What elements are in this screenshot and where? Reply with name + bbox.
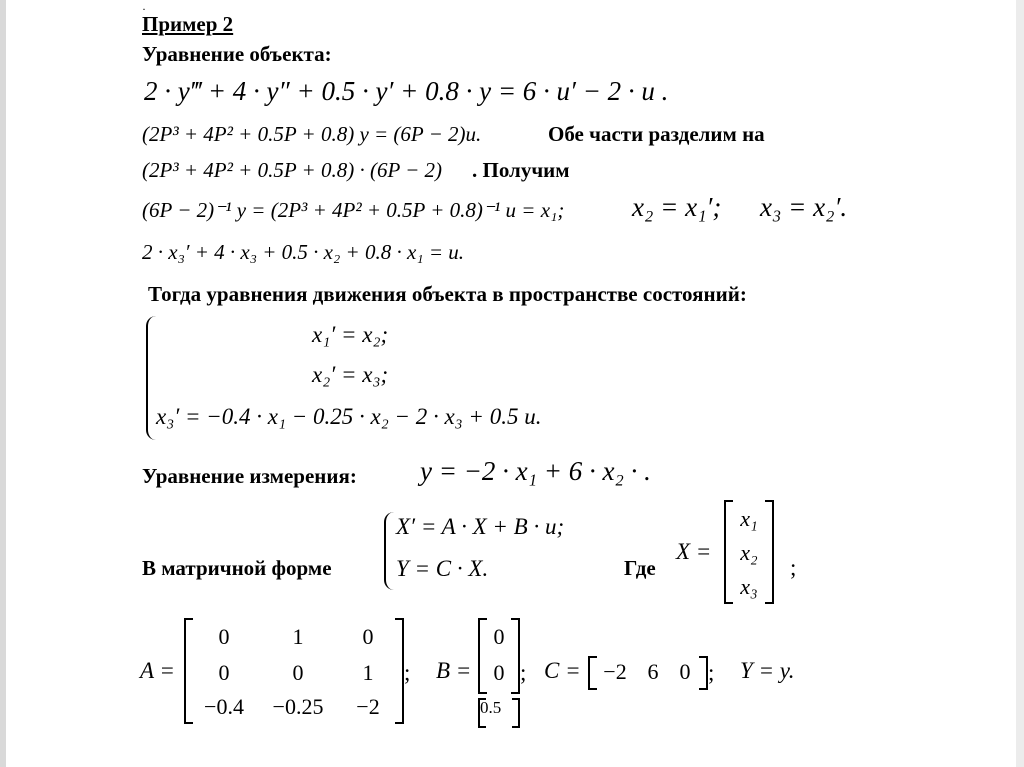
x-vector-label: X = [676,539,712,564]
b-vector [478,618,520,694]
measurement-equation: y = −2 · x₁ + 6 · x₂ · . [420,456,651,486]
a-matrix-label: A = [140,658,175,683]
b-vector-end: ; [520,660,527,685]
c-vector-end: ; [708,660,715,685]
state-x3-definition: x₃ = x₂′. [760,192,848,222]
object-equation-heading: Уравнение объекта: [142,42,332,66]
scalar-state-equation: 2 · x₃′ + 4 · x₃ + 0.5 · x₂ + 0.8 · x₁ = u. [142,240,465,264]
c-vector-entry: 6 [647,659,659,684]
x-vector-entry: x₁ [740,506,758,531]
a-matrix-cell: −2 [356,694,380,719]
c-vector-entry: 0 [679,659,691,684]
slide-frame-right [1016,0,1024,767]
c-vector-entry: −2 [603,659,627,684]
divide-text: Обе части разделим на [548,122,765,146]
state-eq-3: x₃′ = −0.4 · x₁ − 0.25 · x₂ − 2 · x₃ + 0.5 u. [156,404,542,429]
x-vector [724,500,774,604]
c-vector [588,656,708,690]
a-matrix-cell: 1 [292,624,304,649]
matrix-form-label: В матричной форме [142,556,332,580]
slide-title: Пример 2 [142,12,234,36]
a-matrix-cell: 1 [362,660,374,685]
state-eq-2: x₂′ = x₃; [312,362,389,387]
where-label: Где [624,556,656,580]
a-matrix-cell: −0.4 [204,694,244,719]
operator-form-equation: (2P³ + 4P² + 0.5P + 0.8) y = (6P − 2)u. [142,122,482,146]
a-matrix-cell: 0 [362,624,374,649]
b-vector-entry: 0.5 [480,698,502,717]
state-space-heading: Тогда уравнения движения объекта в пространстве состояний: [148,282,747,306]
a-matrix-cell: 0 [218,624,230,649]
x-vector-entry: x₃ [740,574,758,599]
inverse-operator-equation: (6P − 2)⁻¹ y = (2P³ + 4P² + 0.5P + 0.8)⁻¹ u = x₁; [142,198,565,222]
b-vector-lower-bracket [478,698,520,728]
divisor-end-text: . Получим [472,158,570,182]
c-vector-label: C = [544,658,581,683]
top-dot: · [142,2,146,16]
b-vector-entry: 0 [493,660,505,685]
a-matrix-cell: 0 [218,660,230,685]
a-matrix [184,618,404,724]
divisor-expression: (2P³ + 4P² + 0.5P + 0.8) · (6P − 2) [142,158,443,182]
matrix-state-equation: X′ = A · X + B · u; [396,514,565,539]
b-vector-entry: 0 [493,624,505,649]
object-differential-equation: 2 · y‴ + 4 · y″ + 0.5 · y′ + 0.8 · y = 6 · u′ − 2 · u . [144,76,669,106]
x-vector-entry: x₂ [740,540,758,565]
state-eq-1: x₁′ = x₂; [312,322,389,347]
a-matrix-cell: −0.25 [272,694,324,719]
output-equation: Y = y. [740,658,795,683]
a-matrix-cell: 0 [292,660,304,685]
state-x2-definition: x₂ = x₁′; [632,192,722,222]
a-matrix-end: ; [404,660,411,685]
slide-frame-left [0,0,6,767]
x-vector-semicolon: ; [790,555,797,580]
matrix-output-equation: Y = C · X. [396,556,489,581]
b-vector-label: B = [436,658,472,683]
measurement-label: Уравнение измерения: [142,464,357,488]
